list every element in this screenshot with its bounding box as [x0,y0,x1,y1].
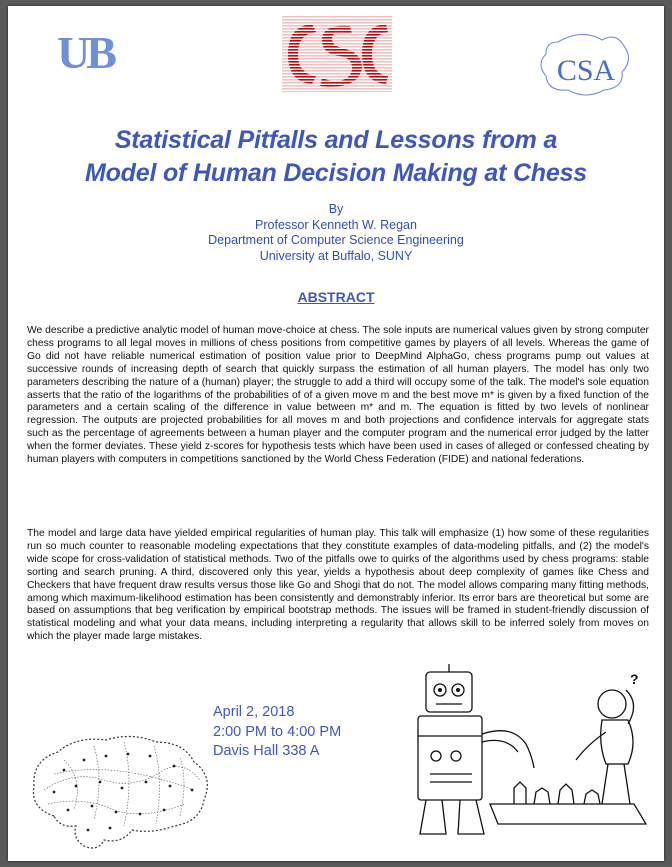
event-date: April 2, 2018 [213,704,295,720]
csa-logo-text: CSA [556,54,616,87]
svg-text:?: ? [630,671,639,687]
title-line-1: Statistical Pitfalls and Lessons from a [114,126,558,154]
cse-logo [282,16,392,92]
event-time: 2:00 PM to 4:00 PM [213,723,342,740]
speaker-block [8,202,664,264]
title-line-2: Model of Human Decision Making at Chess [84,159,587,187]
by-label: By [328,202,344,216]
event-location: Davis Hall 338 A [213,743,320,759]
abstract-heading: ABSTRACT [297,289,375,305]
event-details [213,703,341,762]
csa-logo [536,30,636,100]
ub-logo-text: UB [57,27,113,76]
talk-title [8,124,664,190]
flyer-page [8,6,664,861]
abstract-paragraph-1: We describe a predictive analytic model of human move-choice at chess. The sole inputs are numerical values given by strong computer chess programs to all legal moves in millions of chess positions from competitive games by players of all levels. Whereas the game of Go did not have reliable numerical estimation of position value prior to DeepMind AlphaGo, chess programs pump out values at successive rounds of increasing depth of search that quickly surpass the estimation of all human players. The model has only two parameters describing the nature of a (human) player; the struggle to add a third will occupy some of the talk. The model's sole equation asserts that the ratio of the logarithms of the probabilities of of a given move m and the best move m* is given by a fixed function of the parameters and a certain scaling of the difference in value between m* and m. The equation is fitted by two levels of nonlinear regression. The outputs are projected probabilities for all moves m and both projections and confidence intervals for aggregate stats such as the percentage of agreements between a human player and the computer program and the numerical error judged by the latter when the former deviates. These yield z-scores for hypothesis tests which have been used in cases of alleged or confessed cheating by human players with computers in competitions sanctioned by the World Chess Federation (FIDE) and national federations. [27,325,649,466]
abstract-paragraph-2: The model and large data have yielded empirical regularities of human play. This talk will emphasize (1) how some of these regularities run so much counter to reasonable modeling expectations that they constitute examples of data-modeling pitfalls, and (2) the model's wide scope for cross-validation of statistical methods. Two of the pitfalls owe to quirks of the algorithms used by chess programs: stable sorting and search pruning. A third, discovered only this year, yields a hypothesis about deep complexity of games like Chess and Checkers that have frequent draw results versus those like Go and Shogi that do not. The model allows comparing many fitting methods, among which maximum-likelihood estimation has been consistently and demonstrably inferior. Its error bars are theoretical but some are based on assumptions that beg verification by empirical bootstrap methods. The issues will be framed in student-friendly discussion of statistical modeling and what your data means, including interpreting a regularity that allows skill to be inferred solely from moves on which the player made large mistakes. [27,528,649,643]
department-name: Department of Computer Science Engineering [208,233,464,247]
speaker-name: Professor Kenneth W. Regan [255,217,417,232]
brain-illustration [24,730,220,856]
ub-logo [42,26,128,76]
robot-chess-illustration [402,664,656,858]
university-name: University at Buffalo, SUNY [259,248,413,263]
abstract-heading-row [8,289,664,307]
